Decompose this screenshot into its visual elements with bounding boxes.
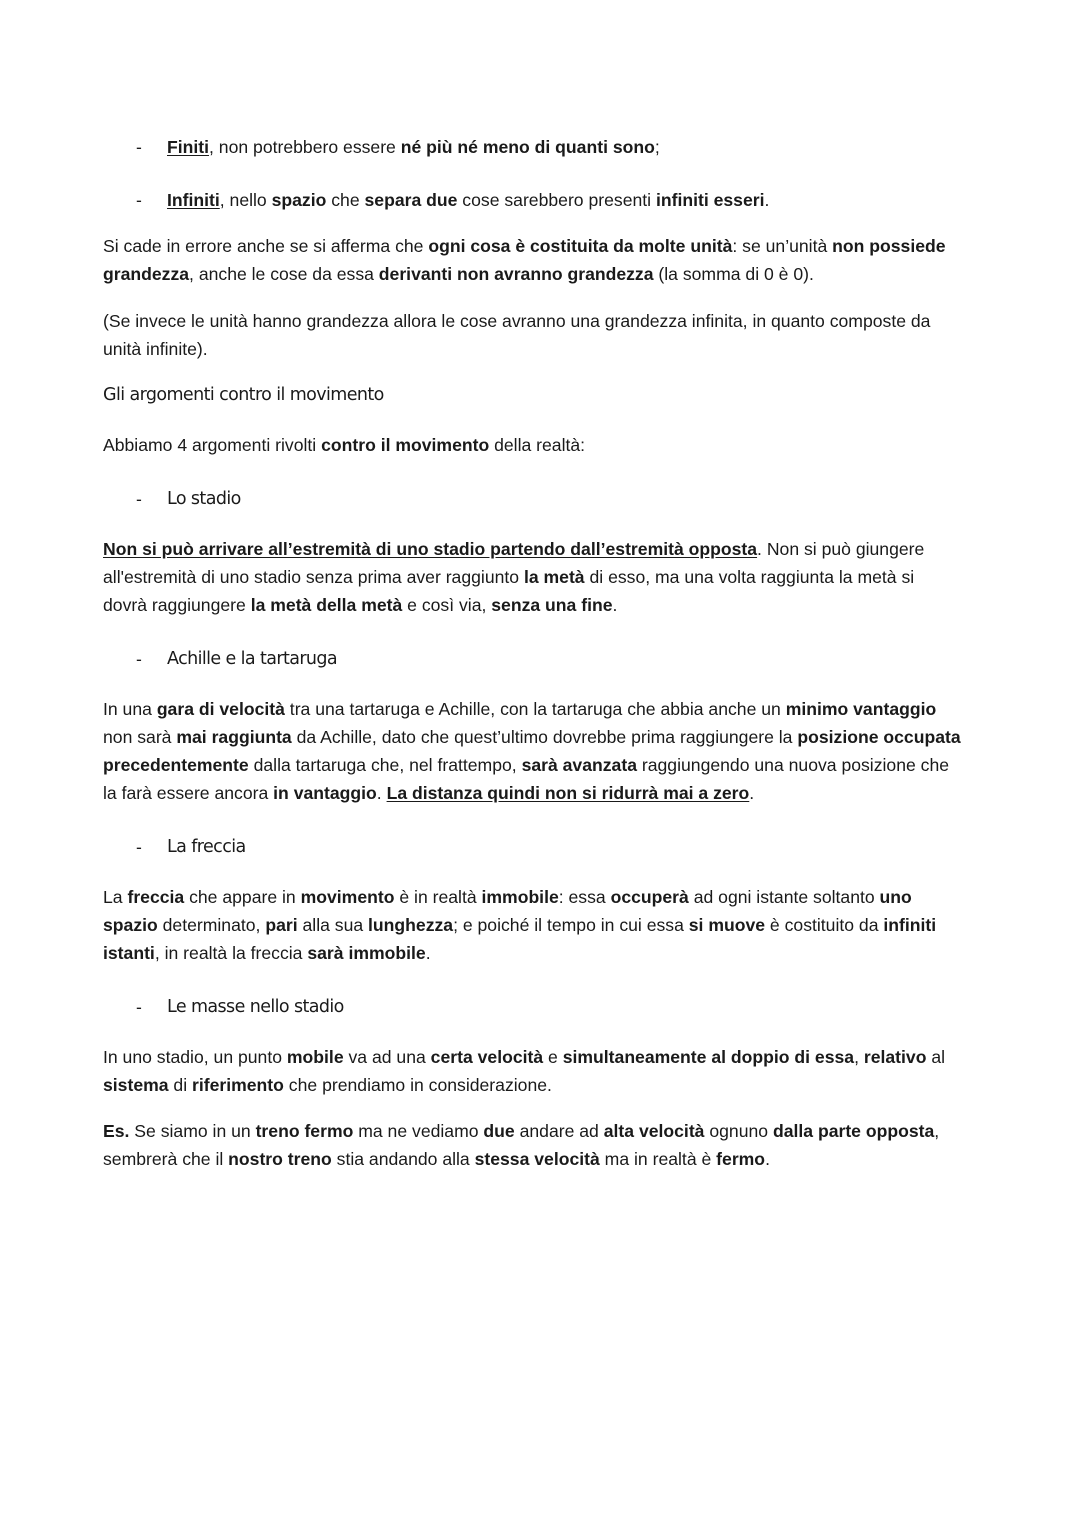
bullet-infiniti: Infiniti, nello spazio che separa due cose sarebbero presenti infiniti esseri. — [167, 190, 770, 210]
list-dash: - — [136, 137, 142, 157]
paragraph-unita-infinite: (Se invece le unità hanno grandezza allora le cose avranno una grandezza infinita, in quanto composte da unità infinite). — [103, 311, 931, 359]
subheading-masse: Le masse nello stadio — [167, 997, 344, 1017]
subheading-stadio: Lo stadio — [167, 489, 241, 509]
paragraph-unita: Si cade in errore anche se si afferma che ogni cosa è costituita da molte unità: se un’unità non possiede grandezza, anche le cose da essa derivanti non avranno grandezza (la somma di 0 è 0). — [103, 236, 946, 284]
list-dash: - — [136, 997, 142, 1017]
paragraph-achille: In una gara di velocità tra una tartaruga e Achille, con la tartaruga che abbia anche un minimo vantaggio non sarà mai raggiunta da Achille, dato che quest’ultimo dovrebbe prima raggiungere la posizione occupata precedentemente dalla tartaruga che, nel frattempo, sarà avanzata raggiungendo una nuova posizione che la farà essere ancora in vantaggio. La distanza quindi non si ridurrà mai a zero. — [103, 699, 961, 803]
bullet-finiti: Finiti, non potrebbero essere né più né meno di quanti sono; — [167, 137, 660, 157]
paragraph-masse: In uno stadio, un punto mobile va ad una certa velocità e simultaneamente al doppio di essa, relativo al sistema di riferimento che prendiamo in considerazione. — [103, 1047, 946, 1095]
section-heading-movimento: Gli argomenti contro il movimento — [103, 385, 384, 405]
paragraph-stadio: Non si può arrivare all’estremità di uno stadio partendo dall’estremità opposta. Non si può giungere all'estremità di uno stadio senza prima aver raggiunto la metà di esso, ma una volta raggiunta la metà si dovrà raggiungere la metà della metà e così via, senza una fine. — [103, 539, 925, 615]
list-dash: - — [136, 489, 142, 509]
paragraph-intro: Abbiamo 4 argomenti rivolti contro il movimento della realtà: — [103, 435, 586, 455]
paragraph-freccia: La freccia che appare in movimento è in realtà immobile: essa occuperà ad ogni istante soltanto uno spazio determinato, pari alla sua lunghezza; e poiché il tempo in cui essa si muove è costituito da infiniti istanti, in realtà la freccia sarà immobile. — [103, 887, 937, 963]
list-dash: - — [136, 190, 142, 210]
subheading-freccia: La freccia — [167, 837, 246, 857]
subheading-achille: Achille e la tartaruga — [167, 649, 338, 669]
list-dash: - — [136, 837, 142, 857]
paragraph-esempio: Es. Se siamo in un treno fermo ma ne vediamo due andare ad alta velocità ognuno dalla parte opposta, sembrerà che il nostro treno stia andando alla stessa velocità ma in realtà è fermo. — [103, 1121, 940, 1169]
list-dash: - — [136, 649, 142, 669]
